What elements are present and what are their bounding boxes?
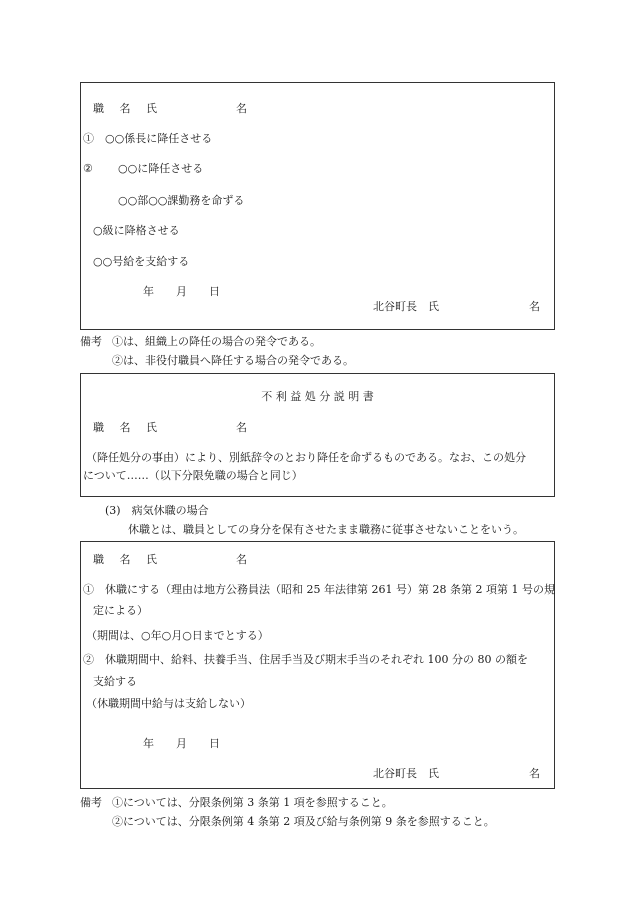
item-1-line-2: 定による） bbox=[93, 604, 148, 617]
item-2-number: ② bbox=[83, 162, 93, 175]
date-line: 年 月 日 bbox=[143, 285, 220, 298]
note-3-label: 備考 bbox=[80, 796, 102, 809]
name-line: 職 名 氏 bbox=[93, 553, 163, 566]
note-1-line-2: ②は、非役付職員へ降任する場合の発令である。 bbox=[112, 354, 354, 367]
date-line: 年 月 日 bbox=[143, 737, 220, 750]
section-3-heading: (3) 病気休職の場合 bbox=[105, 504, 209, 517]
name-suffix: 名 bbox=[236, 102, 247, 115]
grade-line: ○級に降格させる bbox=[93, 224, 180, 237]
statement-title: 不 利 益 処 分 説 明 書 bbox=[261, 390, 374, 403]
item-1-line-1: ① 休職にする（理由は地方公務員法（昭和 25 年法律第 261 号）第 28 条第 2 項第 1 号の規 bbox=[83, 583, 555, 596]
name-line: 職 名 氏 bbox=[93, 102, 163, 115]
statement-body-line-1: （降任処分の事由）により、別紙辞令のとおり降任を命ずるものである。なお、この処分 bbox=[86, 451, 526, 464]
demotion-order-box bbox=[80, 82, 555, 330]
section-3-description: 休職とは、職員としての身分を保有させたまま職務に従事させないことをいう。 bbox=[128, 523, 524, 536]
item-1: ① ○○係長に降任させる bbox=[83, 132, 213, 145]
item-2-assign: ○○部○○課勤務を命ずる bbox=[118, 194, 245, 207]
item-2-demote: ○○に降任させる bbox=[118, 162, 204, 175]
signer: 北谷町長 氏 bbox=[373, 300, 439, 313]
item-2-line-1: ② 休職期間中、給料、扶養手当、住居手当及び期末手当のそれぞれ 100 分の 80 の額を bbox=[83, 653, 528, 666]
name-suffix: 名 bbox=[236, 421, 247, 434]
note-3-line-1: ①については、分限条例第 3 条第 1 項を参照すること。 bbox=[112, 796, 393, 809]
statement-body-line-2: について……（以下分限免職の場合と同じ） bbox=[83, 469, 303, 482]
note-3-line-2: ②については、分限条例第 4 条第 2 項及び給与条例第 9 条を参照すること。 bbox=[112, 815, 495, 828]
name-suffix: 名 bbox=[236, 553, 247, 566]
leave-period: （期間は、○年○月○日までとする） bbox=[86, 629, 269, 642]
signer: 北谷町長 氏 bbox=[373, 767, 439, 780]
no-pay-note: （休職期間中給与は支給しない） bbox=[86, 697, 251, 710]
name-line: 職 名 氏 bbox=[93, 421, 163, 434]
item-2-line-2: 支給する bbox=[93, 675, 137, 688]
note-1-line-1: ①は、組織上の降任の場合の発令である。 bbox=[112, 335, 321, 348]
signer-suffix: 名 bbox=[529, 300, 540, 313]
sick-leave-order-box bbox=[80, 541, 555, 789]
adverse-action-statement-box bbox=[80, 373, 555, 497]
signer-suffix: 名 bbox=[529, 767, 540, 780]
note-1-label: 備考 bbox=[80, 335, 102, 348]
salary-line: ○○号給を支給する bbox=[93, 255, 190, 268]
